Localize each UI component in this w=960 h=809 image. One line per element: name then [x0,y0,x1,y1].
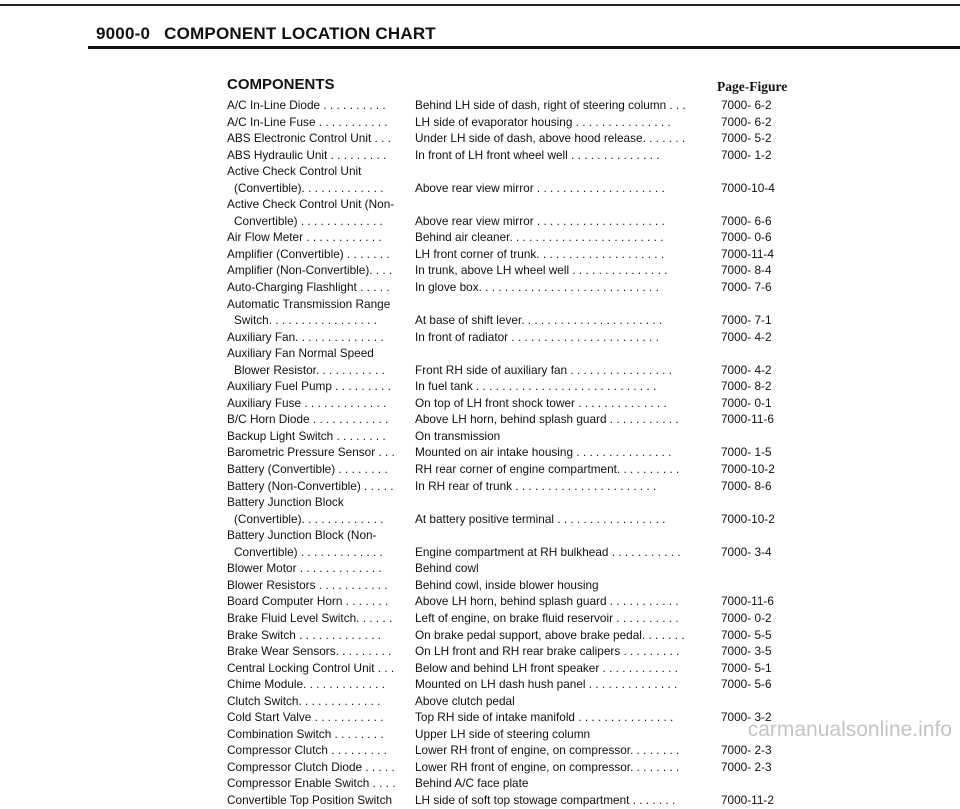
component-location: Upper LH side of steering column [415,726,591,741]
page-figure-heading: Page-Figure [717,79,788,94]
table-row [0,775,960,792]
table-row [0,279,960,296]
page-figure-ref: 7000- 8-4 [721,263,772,278]
table-row [0,627,960,644]
table-row [0,660,960,677]
component-location: Above LH horn, behind splash guard . . . . . . . . . . . [415,594,679,609]
component-location: In fuel tank . . . . . . . . . . . . . . . . . . . . . . . . . . . . [415,379,657,394]
component-location: On brake pedal support, above brake pedal. . . . . . . [415,627,685,642]
table-row [0,395,960,412]
page-title: COMPONENT LOCATION CHART [164,24,436,43]
component-name: Switch. . . . . . . . . . . . . . . . . [234,313,377,328]
component-location: At battery positive terminal . . . . . . . . . . . . . . . . . [415,511,666,526]
page-figure-ref: 7000-11-4 [721,246,774,261]
component-name: (Convertible). . . . . . . . . . . . . [234,180,384,195]
page-figure-ref: 7000- 0-1 [721,395,772,410]
table-row [0,428,960,445]
component-name: Board Computer Horn . . . . . . . [227,594,389,609]
table-row [0,593,960,610]
component-location: In trunk, above LH wheel well . . . . . . . . . . . . . . . [415,263,668,278]
component-location: Behind air cleaner. . . . . . . . . . . . . . . . . . . . . . . . [415,230,664,245]
component-location: Below and behind LH front speaker . . . . . . . . . . . . [415,660,678,675]
page-figure-ref: 7000- 5-5 [721,627,772,642]
component-name: Blower Resistor. . . . . . . . . . . [234,362,385,377]
component-name: Chime Module. . . . . . . . . . . . . [227,677,385,692]
table-row [0,676,960,693]
component-location: In glove box. . . . . . . . . . . . . . . . . . . . . . . . . . . . [415,280,659,295]
components-heading: COMPONENTS [227,76,335,93]
page-figure-ref: 7000- 6-6 [721,213,772,228]
component-name: Battery Junction Block [227,495,344,510]
page-figure-ref: 7000- 4-2 [721,329,772,344]
component-location: Above rear view mirror . . . . . . . . . . . . . . . . . . . . [415,213,665,228]
component-name: Cold Start Valve . . . . . . . . . . . [227,710,384,725]
table-row [0,511,960,528]
page-figure-ref: 7000- 2-3 [721,743,772,758]
component-name: ABS Hydraulic Unit . . . . . . . . . [227,147,387,162]
component-location: Engine compartment at RH bulkhead . . . . . . . . . . . [415,544,681,559]
component-location: On LH front and RH rear brake calipers . . . . . . . . . [415,644,680,659]
table-row [0,693,960,710]
table-row [0,362,960,379]
table-row [0,560,960,577]
component-name: Brake Switch . . . . . . . . . . . . . [227,627,382,642]
component-location: LH front corner of trunk. . . . . . . . . . . . . . . . . . . . [415,246,665,261]
page-figure-ref: 7000- 2-3 [721,759,772,774]
component-name: Combination Switch . . . . . . . . [227,726,384,741]
page-figure-ref: 7000- 4-2 [721,362,772,377]
page-figure-ref: 7000-11-6 [721,412,774,427]
table-row [0,213,960,230]
table-row [0,130,960,147]
component-table [0,97,960,809]
component-name: Convertible Top Position Switch [227,792,393,807]
component-name: Central Locking Control Unit . . . [227,660,395,675]
component-name: (Convertible). . . . . . . . . . . . . [234,511,384,526]
component-name: Battery Junction Block (Non- [227,528,377,543]
component-location: On transmission [415,428,501,443]
component-location: Lower RH front of engine, on compressor. . . . . . . . [415,759,680,774]
component-location: RH rear corner of engine compartment. . . . . . . . . . [415,462,680,477]
table-row [0,262,960,279]
header-rule [88,46,960,49]
table-row [0,643,960,660]
table-row [0,610,960,627]
component-location: In front of radiator . . . . . . . . . . . . . . . . . . . . . . . [415,329,659,344]
component-location: Lower RH front of engine, on compressor. . . . . . . . [415,743,680,758]
page-figure-ref: 7000-11-6 [721,594,774,609]
page-figure-ref: 7000- 5-6 [721,677,772,692]
component-location: At base of shift lever. . . . . . . . . . . . . . . . . . . . . . [415,313,663,328]
component-name: Auxiliary Fuel Pump . . . . . . . . . [227,379,391,394]
component-name: Automatic Transmission Range [227,296,391,311]
table-row [0,577,960,594]
page-figure-ref: 7000- 6-2 [721,98,772,112]
table-row [0,759,960,776]
page-figure-ref: 7000- 6-2 [721,114,772,129]
page-figure-ref: 7000-10-2 [721,511,775,526]
component-name: Brake Fluid Level Switch. . . . . . [227,610,393,625]
component-name: Convertible) . . . . . . . . . . . . . [234,544,383,559]
component-location: LH side of soft top stowage compartment . . . . . . . [415,792,676,807]
component-location: Behind LH side of dash, right of steering column . . . [415,98,686,112]
component-name: Clutch Switch. . . . . . . . . . . . . [227,693,381,708]
table-row [0,196,960,213]
watermark: carmanualsonline.info [747,718,952,741]
component-location: Mounted on LH dash hush panel . . . . . . . . . . . . . . [415,677,678,692]
component-location: Behind cowl [415,561,479,576]
table-row [0,180,960,197]
component-name: ABS Electronic Control Unit . . . [227,131,391,146]
table-row [0,312,960,329]
component-name: Battery (Convertible) . . . . . . . . [227,462,388,477]
component-location: Above rear view mirror . . . . . . . . . . . . . . . . . . . . [415,180,665,195]
page-figure-ref: 7000- 1-2 [721,147,772,162]
table-row [0,544,960,561]
component-name: Active Check Control Unit [227,164,362,179]
table-row [0,792,960,809]
component-name: Convertible) . . . . . . . . . . . . . [234,213,383,228]
component-location: Left of engine, on brake fluid reservoir . . . . . . . . . . [415,610,679,625]
table-row [0,345,960,362]
component-name: Compressor Clutch . . . . . . . . . [227,743,387,758]
page-figure-ref: 7000- 3-4 [721,544,772,559]
table-row [0,246,960,263]
component-location: Behind cowl, inside blower housing [415,577,599,592]
component-name: Blower Motor . . . . . . . . . . . . . [227,561,382,576]
table-row [0,296,960,313]
top-rule [0,4,960,6]
component-location: Above clutch pedal [415,693,515,708]
component-name: Brake Wear Sensors. . . . . . . . . [227,644,392,659]
component-location: Behind A/C face plate [415,776,529,791]
table-row [0,527,960,544]
page-figure-ref: 7000- 5-1 [721,660,772,675]
page-figure-ref: 7000- 7-1 [721,313,772,328]
component-location: Mounted on air intake housing . . . . . . . . . . . . . . . [415,445,672,460]
component-name: Compressor Clutch Diode . . . . . [227,759,395,774]
page-figure-ref: 7000- 3-5 [721,644,772,659]
table-row [0,478,960,495]
page-figure-ref: 7000- 8-6 [721,478,772,493]
page-figure-ref: 7000-10-2 [721,462,775,477]
table-row [0,114,960,131]
table-row [0,147,960,164]
component-name: B/C Horn Diode . . . . . . . . . . . . [227,412,389,427]
table-row [0,411,960,428]
component-location: Under LH side of dash, above hood release. . . . . . . [415,131,686,146]
component-name: Barometric Pressure Sensor . . . [227,445,395,460]
component-location: On top of LH front shock tower . . . . . . . . . . . . . . [415,395,667,410]
component-name: Amplifier (Convertible) . . . . . . . [227,246,390,261]
page-figure-ref: 7000- 0-2 [721,610,772,625]
component-name: Auxiliary Fan. . . . . . . . . . . . . . [227,329,384,344]
page-header [96,24,436,44]
component-name: Air Flow Meter . . . . . . . . . . . . [227,230,382,245]
table-row [0,461,960,478]
component-location: In front of LH front wheel well . . . . . . . . . . . . . . [415,147,660,162]
component-name: Compressor Enable Switch . . . . [227,776,396,791]
component-location: Above LH horn, behind splash guard . . . . . . . . . . . [415,412,679,427]
component-location: Top RH side of intake manifold . . . . . . . . . . . . . . . [415,710,674,725]
component-name: Battery (Non-Convertible) . . . . . [227,478,394,493]
component-name: A/C In-Line Fuse . . . . . . . . . . . [227,114,388,129]
page-figure-ref: 7000- 7-6 [721,280,772,295]
page-figure-ref: 7000- 1-5 [721,445,772,460]
component-name: Blower Resistors . . . . . . . . . . . [227,577,388,592]
table-row [0,378,960,395]
component-name: Backup Light Switch . . . . . . . . [227,428,386,443]
component-location: In RH rear of trunk . . . . . . . . . . . . . . . . . . . . . . [415,478,657,493]
page-figure-ref: 7000- 5-2 [721,131,772,146]
component-name: Active Check Control Unit (Non- [227,197,395,212]
component-name: Auto-Charging Flashlight . . . . . [227,280,390,295]
page-figure-ref: 7000-11-2 [721,792,774,807]
table-row [0,742,960,759]
component-name: Auxiliary Fan Normal Speed [227,346,374,361]
component-name: A/C In-Line Diode . . . . . . . . . . [227,98,386,112]
table-row [0,329,960,346]
page-figure-ref: 7000- 8-2 [721,379,772,394]
page-figure-ref: 7000- 0-6 [721,230,772,245]
table-row [0,97,960,114]
page-figure-ref: 7000- 3-2 [721,710,772,725]
page-figure-ref: 7000-10-4 [721,180,775,195]
component-name: Amplifier (Non-Convertible). . . . [227,263,393,278]
component-name: Auxiliary Fuse . . . . . . . . . . . . . [227,395,387,410]
table-row [0,444,960,461]
section-code: 9000-0 [96,24,151,43]
table-row [0,494,960,511]
table-row [0,229,960,246]
table-row [0,163,960,180]
component-location: LH side of evaporator housing . . . . . . . . . . . . . . . [415,114,671,129]
component-location: Front RH side of auxiliary fan . . . . . . . . . . . . . . . . [415,362,672,377]
